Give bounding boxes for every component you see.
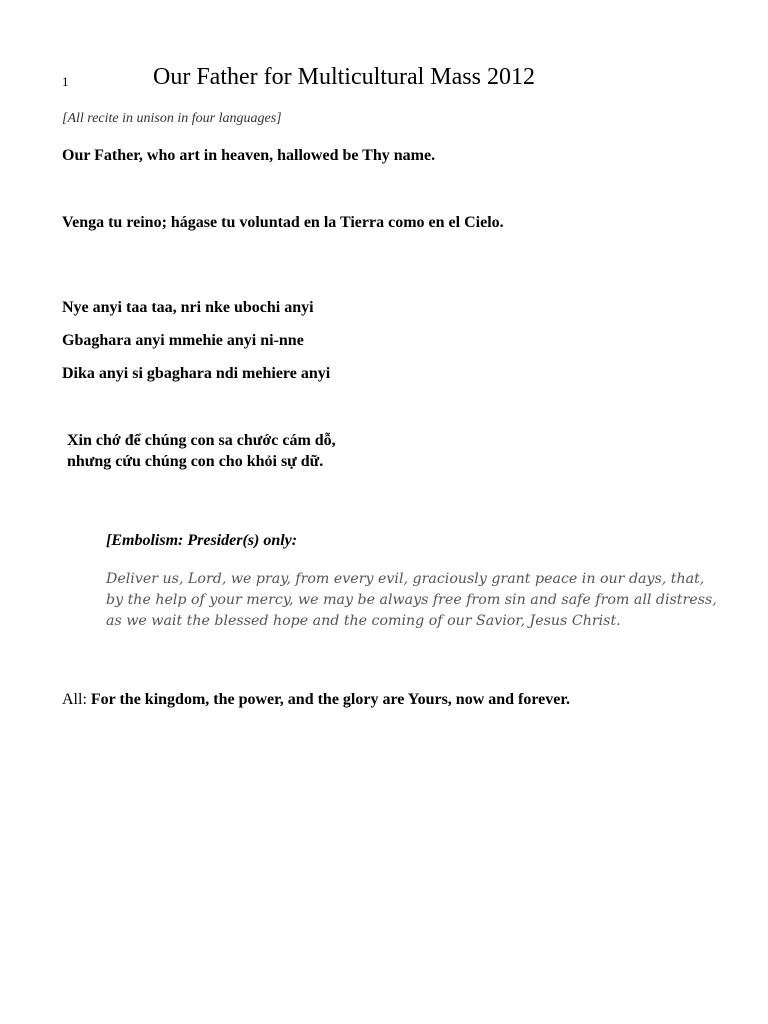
- recitation-instruction: [All recite in unison in four languages]: [62, 111, 282, 126]
- embolism-line: by the help of your mercy, we may be always free from sin and safe from all distress,: [106, 592, 717, 608]
- english-prayer-line: Our Father, who art in heaven, hallowed be Thy name.: [62, 147, 436, 164]
- igbo-prayer-line: Dika anyi si gbaghara ndi mehiere anyi: [62, 365, 331, 382]
- embolism-line: as we wait the blessed hope and the coming of our Savior, Jesus Christ.: [106, 613, 621, 629]
- doxology-line: [62, 691, 570, 709]
- embolism-line: Deliver us, Lord, we pray, from every evil, graciously grant peace in our days, that,: [106, 571, 705, 587]
- embolism-text: [106, 569, 717, 632]
- spanish-prayer-line: Venga tu reino; hágase tu voluntad en la Tierra como en el Cielo.: [62, 214, 504, 231]
- igbo-prayer-line: Gbaghara anyi mmehie anyi ni-nne: [62, 332, 304, 349]
- embolism-heading: [Embolism: Presider(s) only:: [106, 532, 298, 549]
- vietnamese-prayer-line: Xin chớ để chúng con sa chước cám dỗ,: [67, 432, 336, 449]
- doxology-text: For the kingdom, the power, and the glory are Yours, now and forever.: [90, 691, 571, 708]
- page-title: Our Father for Multicultural Mass 2012: [153, 64, 535, 90]
- doxology-prefix: All:: [62, 691, 91, 708]
- vietnamese-prayer-line: nhưng cứu chúng con cho khỏi sự dữ.: [67, 453, 324, 470]
- page-number: 1: [62, 74, 69, 89]
- igbo-prayer-line: Nye anyi taa taa, nri nke ubochi anyi: [62, 299, 314, 316]
